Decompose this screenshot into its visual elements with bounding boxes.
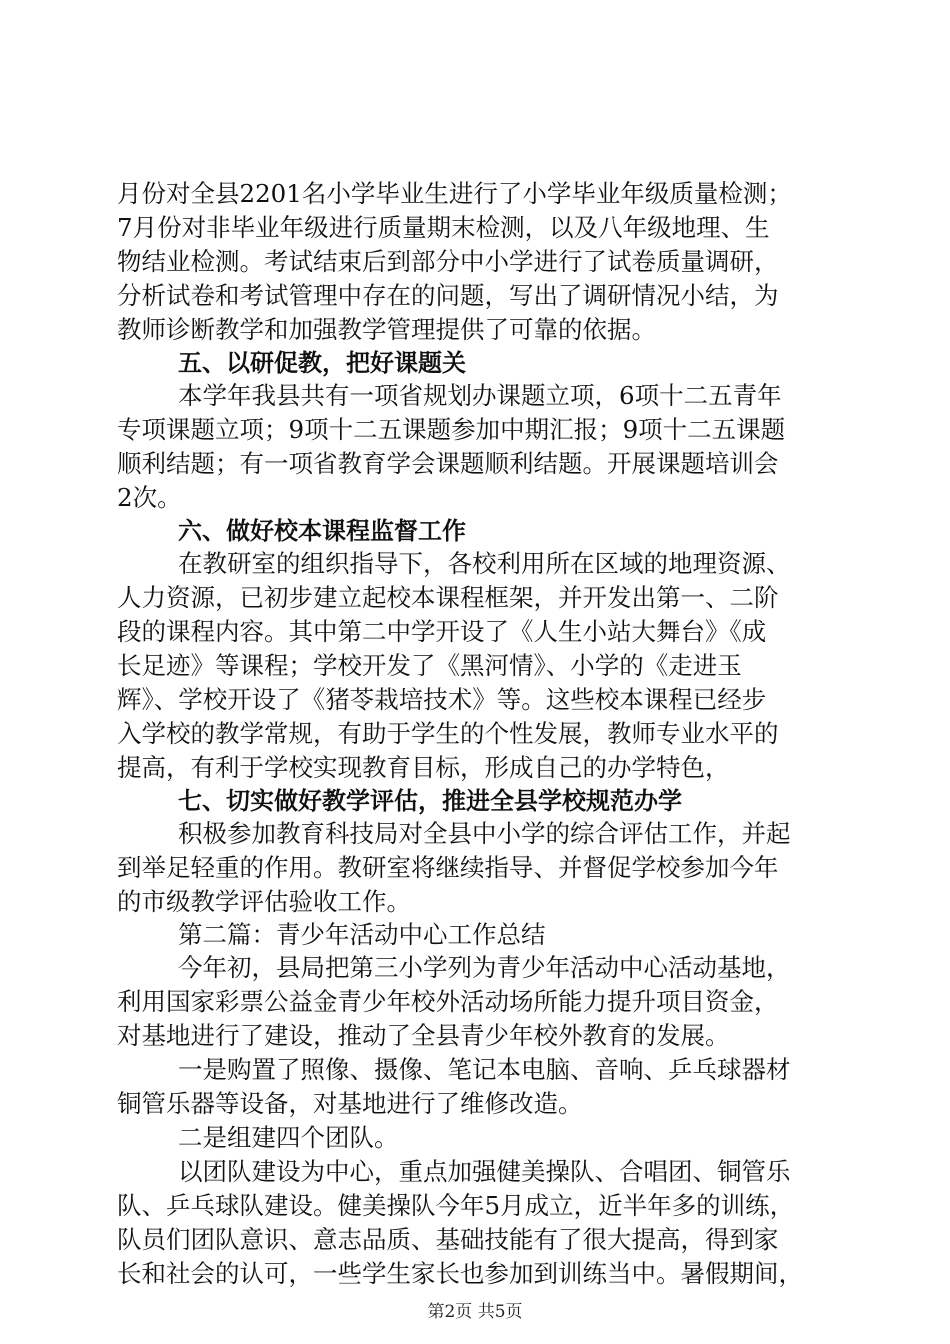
body-line: 今年初，县局把第三小学列为青少年活动中心活动基地，	[178, 953, 791, 982]
body-line: 教师诊断教学和加强教学管理提供了可靠的依据。	[117, 315, 656, 344]
body-line: 本学年我县共有一项省规划办课题立项，6项十二五青年	[178, 381, 782, 410]
body-line: 物结业检测。考试结束后到部分中小学进行了试卷质量调研，	[117, 247, 779, 276]
body-line: 入学校的教学常规，有助于学生的个性发展，教师专业水平的	[117, 719, 779, 748]
body-line: 2次。	[117, 483, 182, 512]
section-heading: 五、以研促教，把好课题关	[178, 349, 466, 377]
body-line: 利用国家彩票公益金青少年校外活动场所能力提升项目资金，	[117, 987, 779, 1016]
body-line: 提高，有利于学校实现教育目标，形成自己的办学特色，	[117, 753, 730, 782]
body-line: 人力资源，已初步建立起校本课程框架，并开发出第一、二阶	[117, 583, 779, 612]
article-title: 第二篇：青少年活动中心工作总结	[178, 920, 546, 949]
body-line: 铜管乐器等设备，对基地进行了维修改造。	[117, 1089, 583, 1118]
body-line: 长和社会的认可，一些学生家长也参加到训练当中。暑假期间，	[117, 1259, 803, 1288]
body-line: 辉》、学校开设了《猪苓栽培技术》等。这些校本课程已经步	[117, 685, 767, 714]
page-number-footer: 第2页 共5页	[427, 1302, 523, 1322]
section-heading: 六、做好校本课程监督工作	[178, 517, 466, 545]
body-line: 对基地进行了建设，推动了全县青少年校外教育的发展。	[117, 1021, 730, 1050]
body-line: 长足迹》等课程；学校开发了《黑河情》、小学的《走进玉	[117, 651, 742, 680]
body-line: 队员们团队意识、意志品质、基础技能有了很大提高，得到家	[117, 1225, 779, 1254]
section-heading: 七、切实做好教学评估，推进全县学校规范办学	[178, 787, 682, 815]
body-line: 积极参加教育科技局对全县中小学的综合评估工作，并起	[178, 819, 791, 848]
body-line: 的市级教学评估验收工作。	[117, 887, 411, 916]
body-line: 段的课程内容。其中第二中学开设了《人生小站大舞台》《成	[117, 617, 767, 646]
body-line: 一是购置了照像、摄像、笔记本电脑、音响、乒乓球器材	[178, 1055, 791, 1084]
body-line: 顺利结题；有一项省教育学会课题顺利结题。开展课题培训会	[117, 449, 779, 478]
body-line: 二是组建四个团队。	[178, 1123, 399, 1152]
body-line: 在教研室的组织指导下，各校利用所在区域的地理资源、	[178, 549, 791, 578]
body-line: 7月份对非毕业年级进行质量期末检测，以及八年级地理、生	[117, 213, 770, 242]
body-line: 队、乒乓球队建设。健美操队今年5月成立，近半年多的训练，	[117, 1191, 795, 1220]
body-line: 到举足轻重的作用。教研室将继续指导、并督促学校参加今年	[117, 853, 779, 882]
body-line: 专项课题立项；9项十二五课题参加中期汇报；9项十二五课题	[117, 415, 786, 444]
body-line: 以团队建设为中心，重点加强健美操队、合唱团、铜管乐	[178, 1157, 791, 1186]
body-line: 月份对全县2201名小学毕业生进行了小学毕业年级质量检测；	[117, 179, 792, 208]
body-line: 分析试卷和考试管理中存在的问题，写出了调研情况小结，为	[117, 281, 779, 310]
